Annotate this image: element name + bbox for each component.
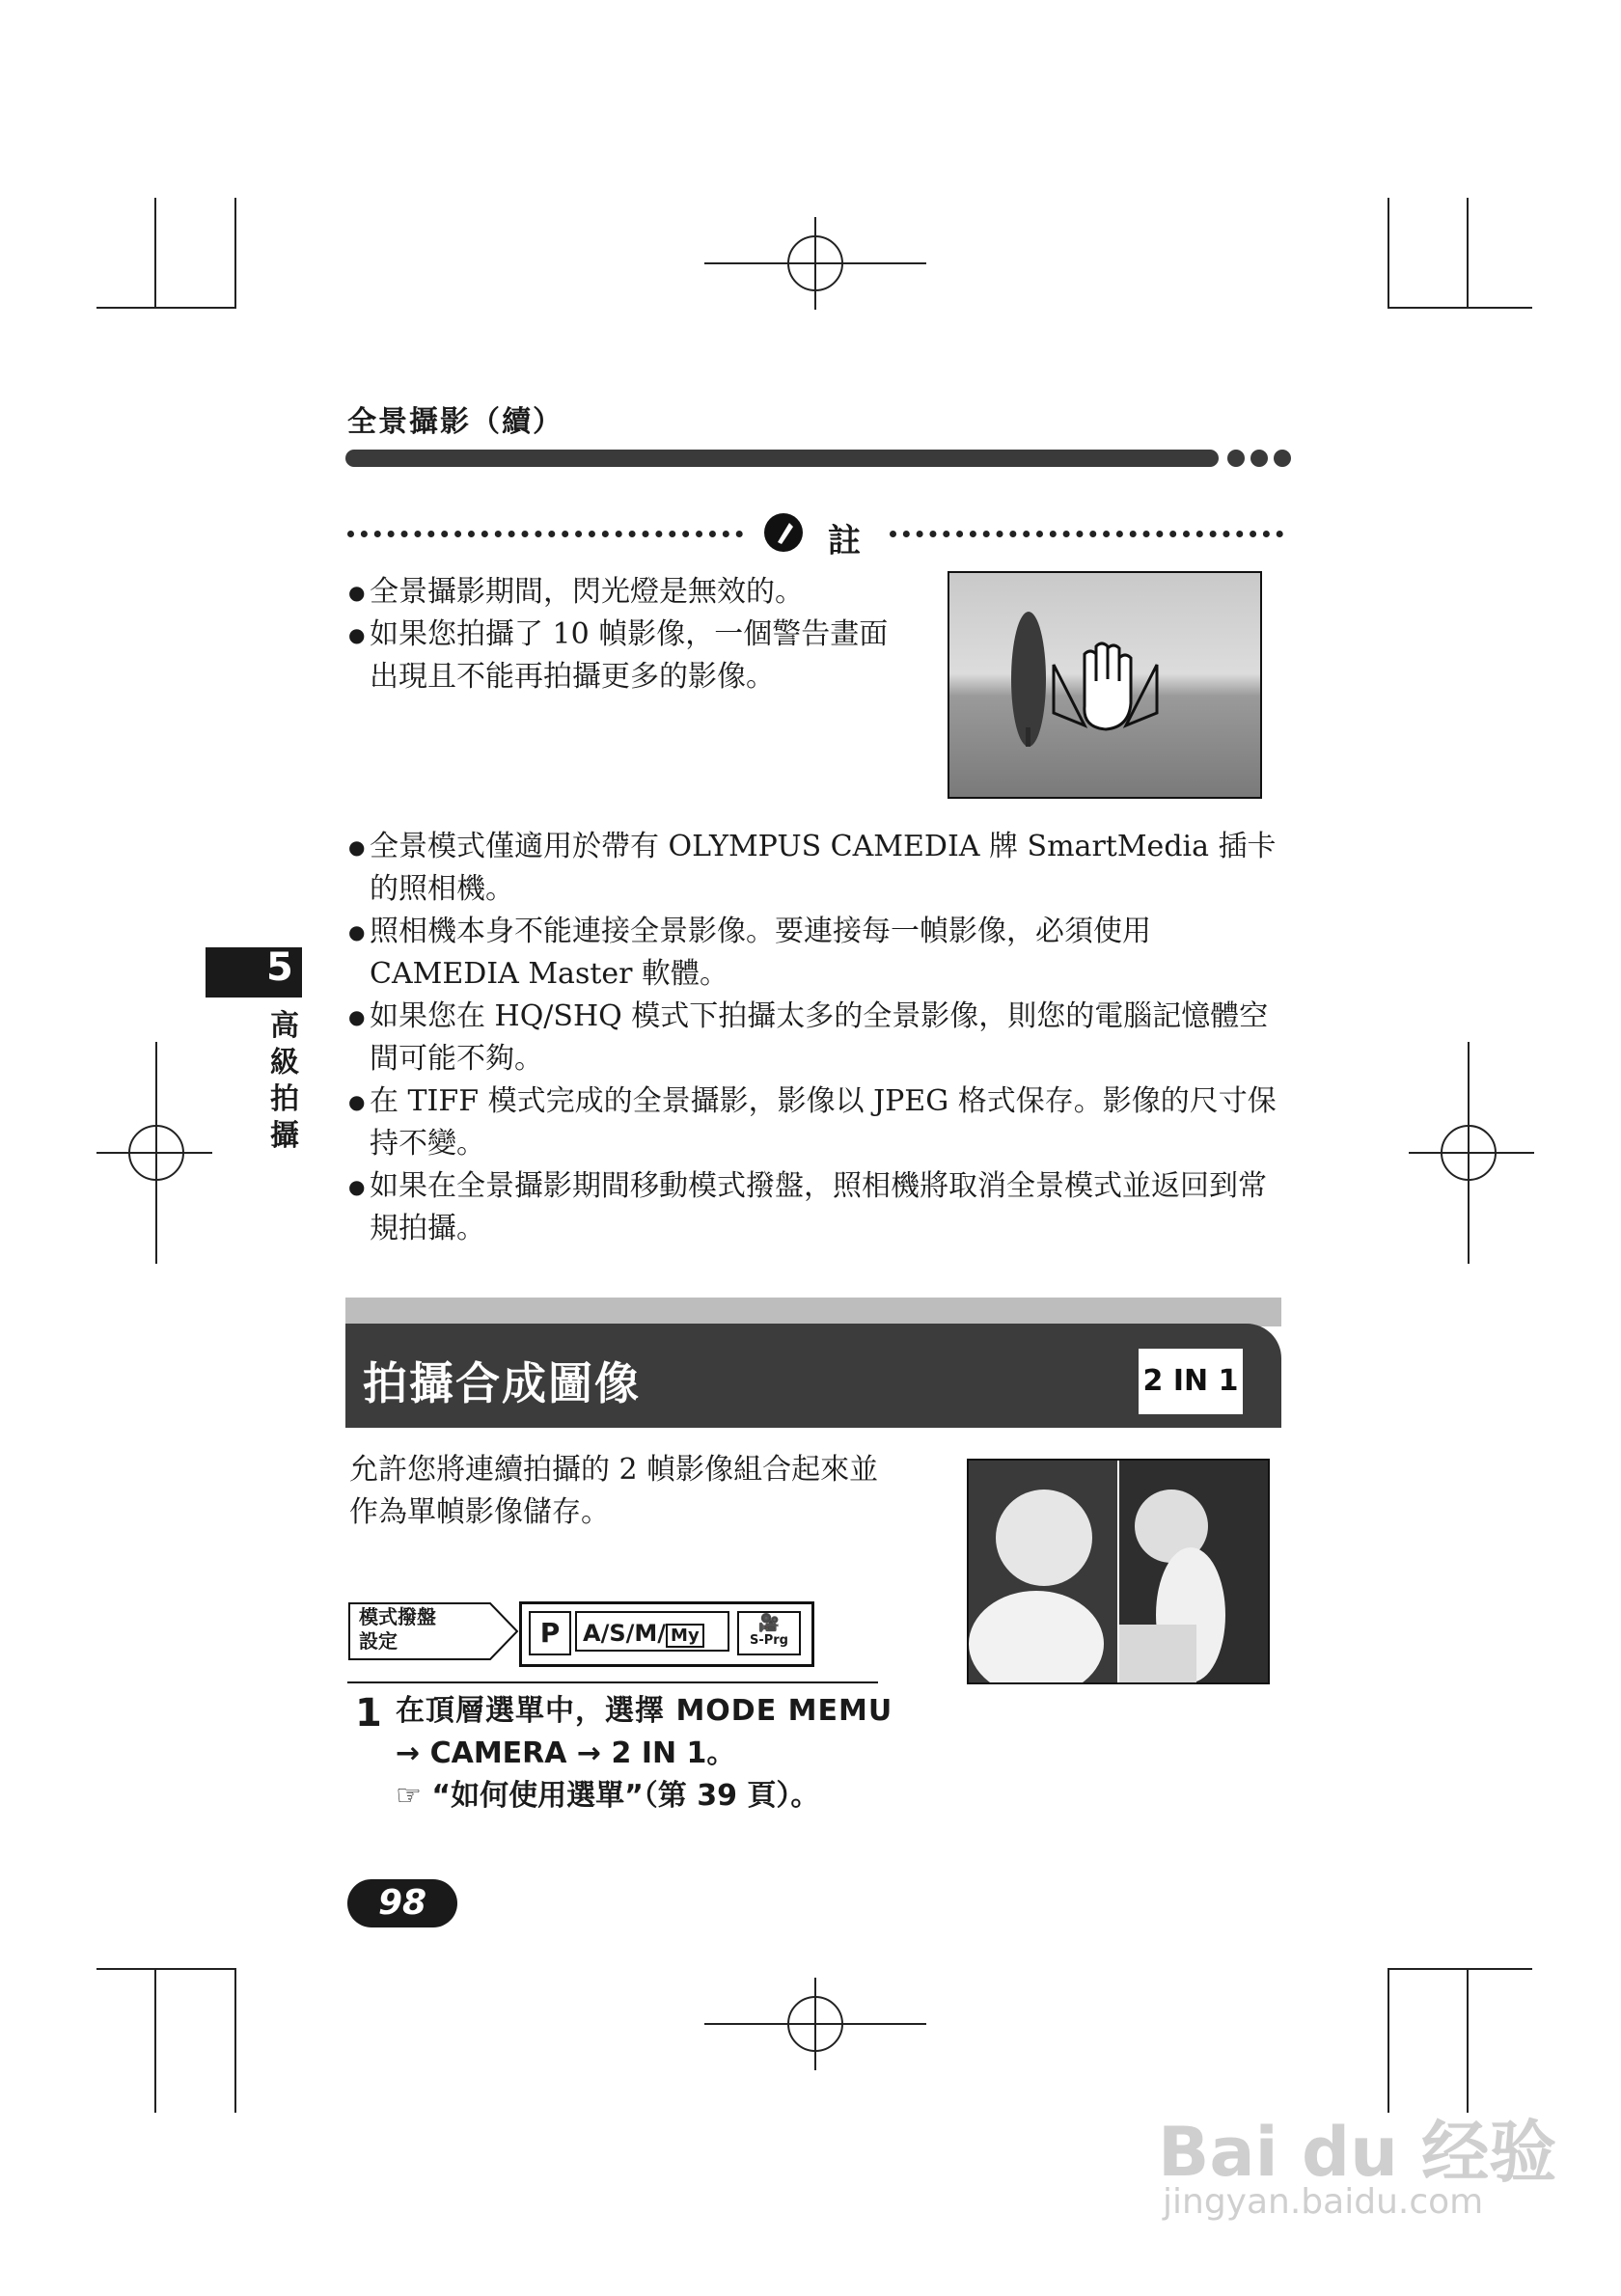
stop-hand-icon: [1054, 643, 1157, 729]
watermark-brand: Bai du 经验: [1158, 2113, 1557, 2192]
section-band-top: [345, 1298, 1281, 1326]
header-dot: [1250, 450, 1268, 467]
note-item: ● 如果您拍攝了 10 幀影像，一個警告畫面出現且不能再拍攝更多的影像。: [370, 614, 910, 698]
step-ref: [396, 1775, 819, 1818]
note-dotted-rule-right: [890, 531, 1283, 537]
mode-dial-label: [359, 1605, 436, 1654]
bullet-item: ● 照相機本身不能連接全景影像。要連接每一幀影像，必須使用 CAMEDIA Master 軟體。: [370, 911, 1281, 996]
step-ref-text: “如何使用選單”（第 39 頁）。: [431, 1779, 820, 1813]
mode-dial-label-line1: 模式撥盤: [359, 1605, 436, 1628]
section-badge: 2 IN 1: [1139, 1349, 1243, 1414]
composite-photo: [967, 1459, 1270, 1684]
step-number: 1: [355, 1691, 382, 1736]
mode-asm-label: A/S/M/: [583, 1620, 667, 1647]
bullet-item: ● 全景模式僅適用於帶有 OLYMPUS CAMEDIA 牌 SmartMedia 插卡的照相機。: [370, 826, 1281, 911]
note-label: 註: [828, 522, 861, 560]
watermark-url: jingyan.baidu.com: [1163, 2182, 1484, 2222]
step-line2: → CAMERA → 2 IN 1。: [396, 1736, 736, 1770]
note-dotted-rule-left: [347, 531, 743, 537]
mode-asm: [575, 1611, 729, 1652]
section-intro: 允許您將連續拍攝的 2 幀影像組合起來並作為單幀影像儲存。: [349, 1453, 879, 1529]
pointing-hand-icon: ☞: [396, 1779, 422, 1813]
bullet-item: ● 在 TIFF 模式完成的全景攝影，影像以 JPEG 格式保存。影像的尺寸保持不變。: [370, 1080, 1281, 1165]
warning-screen-image: [948, 571, 1262, 799]
mode-sprg-label: S-Prg: [749, 1633, 788, 1648]
bullet-item: ● 如果在全景攝影期間移動模式撥盤，照相機將取消全景模式並返回到常規拍攝。: [370, 1165, 1281, 1250]
registration-mark-right: [1409, 1042, 1534, 1264]
movie-camera-icon: 🎥: [757, 1613, 781, 1633]
note-item: ● 全景攝影期間，閃光燈是無效的。: [370, 571, 910, 614]
mode-my: My: [666, 1624, 704, 1648]
header-dot: [1227, 450, 1245, 467]
bullet-item: ● 如果您在 HQ/SHQ 模式下拍攝太多的全景影像，則您的電腦記憶體空間可能不夠。: [370, 996, 1281, 1080]
step-line1: 在頂層選單中，選擇 MODE MEMU: [396, 1694, 893, 1728]
registration-mark-bottom: [704, 1978, 926, 2074]
chapter-number: 5: [266, 945, 293, 990]
section-header: 全景攝影（續）: [347, 405, 563, 439]
section-title: 拍攝合成圖像: [363, 1357, 641, 1409]
step-divider: [347, 1681, 878, 1683]
header-bar: [345, 450, 1219, 467]
page-number: 98: [347, 1879, 457, 1927]
mode-sprg: [737, 1611, 801, 1655]
chapter-label: 高級拍攝: [270, 1009, 299, 1153]
header-dot: [1274, 450, 1291, 467]
mode-p: P: [529, 1611, 571, 1655]
mode-dial-label-line2: 設定: [359, 1629, 398, 1653]
registration-mark-top: [704, 217, 926, 314]
registration-mark-left: [96, 1042, 212, 1264]
note-icon: [764, 513, 803, 552]
